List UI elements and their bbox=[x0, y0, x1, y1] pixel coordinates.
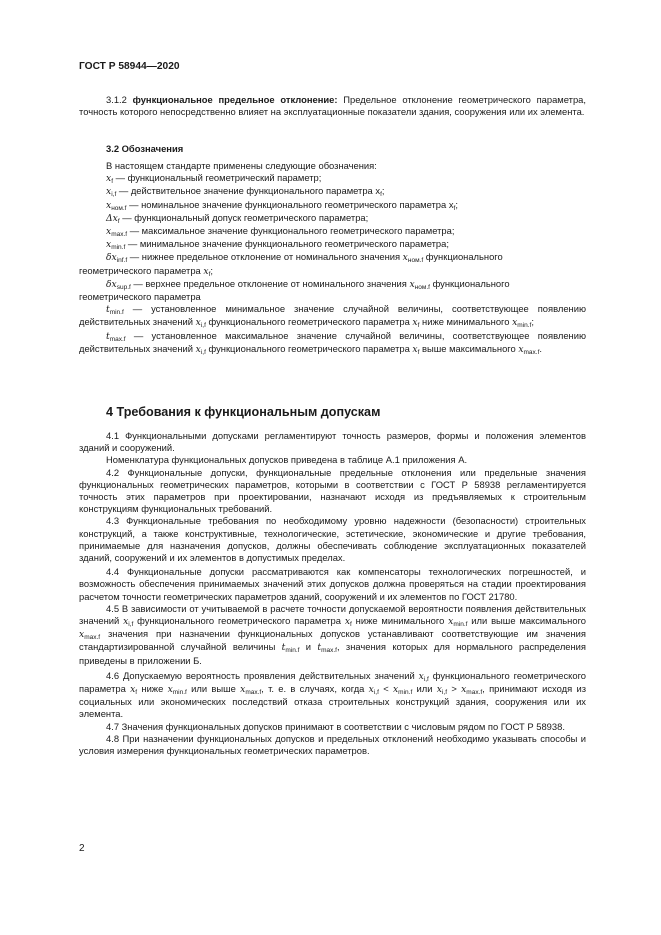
clause-4-1-note: Номенклатура функциональных допусков приведена в таблице А.1 приложения А. bbox=[106, 454, 468, 466]
clause-3-1-2 bbox=[79, 94, 586, 118]
page-number: 2 bbox=[79, 843, 85, 854]
clause-4-5: 4.5 В зависимости от учитываемой в расчете точности допускаемой вероятности появления действительных значений $x_{i,f}$ функционального геометрического параметра $x_f$ ниже минимального $x_{min.f}$ или выше максимального $x_{max.f}$ значения при назначении функциональных допусков устанавливают соответствующие им значения стандартизированной случайной величины $t_{min.f}$ и $t_{max.f}$, значения которых для нормального распределения приведены в приложении Б. bbox=[79, 602, 586, 666]
clause-4-6: 4.6 Допускаемую вероятность проявления действительных значений $x_{i,f}$ функционального геометрического параметра $x_f$ ниже $x_{min.f}$ или выше $x_{max.f}$, т. е. в случаях, когда $x_{i,f} < x_{min.f}$ или $x_{i,f} > x_{max.f}$, принимают исходя из социальных или экономических последствий отказа строительных конструкций здания, сооружения или их элемента. bbox=[79, 669, 586, 720]
clause-number: 3.1.2 bbox=[106, 94, 127, 105]
symbols-intro: В настоящем стандарте применены следующие обозначения: bbox=[106, 160, 377, 171]
clause-4-7: 4.7 Значения функциональных допусков принимают в соответствии с числовым рядом по ГОСТ Р 58938. bbox=[106, 720, 565, 732]
symbol-item: $x_{i,f}$ — действительное значение функционального параметра $x_f$; bbox=[106, 185, 385, 199]
section-3-2-title: 3.2 Обозначения bbox=[106, 143, 184, 154]
symbol-item: $\Delta x_f$ — функциональный допуск геометрического параметра; bbox=[106, 211, 369, 225]
symbol-item-delta-sup: $\delta x_{sup.f}$ — верхнее предельное отклонение от номинального значения $x_{ном.f}$ функционального bbox=[106, 277, 510, 291]
symbol-item: $x_f$ — функциональный геометрический параметр; bbox=[106, 172, 322, 186]
symbol-item: $x_{min.f}$ — минимальное значение функционального геометрического параметра; bbox=[106, 238, 449, 252]
term: функциональное предельное отклонение: bbox=[132, 94, 338, 105]
symbols-list: В настоящем стандарте применены следующие обозначения: $x_f$ — функциональный геометрический параметр; $x_{i,f}$ — действительное значение функционального параметра $x_f$; $x_{ном.f}$ — номинальное значение функционального геометрического параметра $x_f$; $\Delta x_f$ — функциональный допуск геометрического параметра; $x_{max.f}$ — максимальное значение функционального геометрического параметра; $x_{min.f}$ — минимальное значение функционального геометрического параметра; $\delta x_{inf.f}$ — нижнее предельное отклонение от номинального значения $x_{ном.f}$ функционального геометрического параметра $x_f$; $\delta x_{sup.f}$ — верхнее предельное отклонение от номинального значения $x_{ном.f}$ функционального геометрического параметра $t_{min.f}$ — установленное минимальное значение случайной величины, соответствующее появлению действительных значений $x_{i,f}$ функционального геометрического параметра $x_f$ ниже минимального $x_{min.f}$; $t_{max.f}$ — установленное максимальное значение случайной величины, соответствующее появлению действительных значений $x_{i,f}$ функционального геометрического параметра $x_f$ выше максимального $x_{max.f}$. bbox=[79, 160, 586, 356]
symbol-item-delta-inf: $\delta x_{inf.f}$ — нижнее предельное отклонение от номинального значения $x_{ном.f}$ функционального bbox=[106, 251, 503, 265]
clause-4-3: 4.3 Функциональные требования по необходимому уровню надежности (безопасности) строительных конструкций, а также конструктивные, технологические, эстетические, экономические и другие требования, принимаемые для назначения допусков, должны обеспечивать соблюдение эксплуатационных показателей зданий, сооружений и их элементов в допустимых пределах. bbox=[79, 515, 586, 564]
clause-4-4: 4.4 Функциональные допуски рассматриваются как компенсаторы технологических погрешностей, и возможность обеспечения принимаемых значений этих допусков должна проверяться на стадии проектирования расчетом точности геометрических параметров зданий, сооружений и их элементов по ГОСТ 21780. bbox=[79, 566, 586, 602]
clause-4-2: 4.2 Функциональные допуски, функциональные предельные отклонения или предельные значения функциональных геометрических параметров, которыми в соответствии с ГОСТ Р 58938 регламентируется точность этих параметров при проектировании, назначают исходя из предъявляемых к строительным конструкциям функциональных требований. bbox=[79, 466, 586, 515]
symbol-item: $x_{max.f}$ — максимальное значение функционального геометрического параметра; bbox=[106, 225, 455, 239]
symbol-item-t-max: $t_{max.f}$ — установленное максимальное значение случайной величины, соответствующее появлению действительных значений $x_{i,f}$ функционального геометрического параметра $x_f$ выше максимального $x_{max.f}$. bbox=[79, 329, 586, 356]
symbol-item: $x_{ном.f}$ — номинальное значение функционального геометрического параметра $x_f$; bbox=[106, 198, 458, 212]
section-4-title: 4 Требования к функциональным допускам bbox=[106, 405, 381, 419]
section-4-body bbox=[79, 430, 586, 757]
clause-4-1: 4.1 Функциональными допусками регламентируют точность размеров, формы и положения элементов зданий и сооружений. bbox=[79, 430, 586, 454]
document-code: ГОСТ Р 58944—2020 bbox=[79, 61, 180, 72]
clause-4-8: 4.8 При назначении функциональных допусков и предельных отклонений необходимо указывать способы и условия измерения функциональных геометрических параметров. bbox=[79, 732, 586, 757]
term-definition: Предельное отклонение геометрического параметра, точность которого непосредственно влияет на эксплуатационные показатели здания, сооружения или их элемента. bbox=[79, 94, 586, 118]
symbol-item-t-min: $t_{min.f}$ — установленное минимальное значение случайной величины, соответствующее появлению действительных значений $x_{i,f}$ функционального геометрического параметра $x_f$ ниже минимального $x_{min.f}$; bbox=[79, 303, 586, 330]
